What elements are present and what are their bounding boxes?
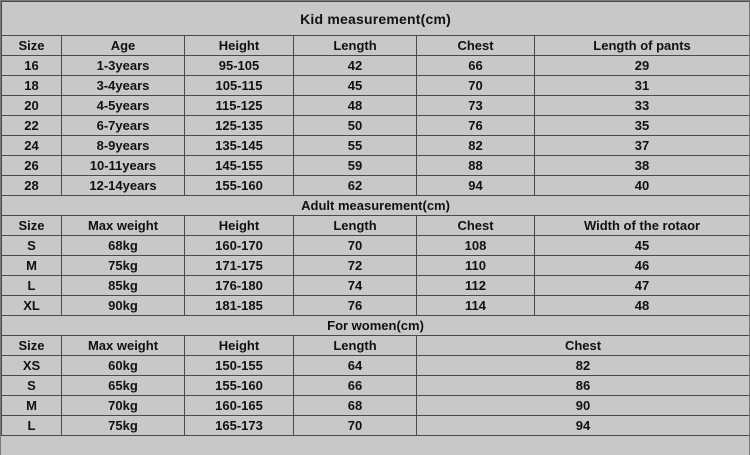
table-cell: 70kg (62, 396, 185, 416)
header-cell: Length of pants (535, 36, 750, 56)
table-row (2, 256, 750, 276)
table-cell: 45 (535, 236, 750, 256)
table-cell: 28 (2, 176, 62, 196)
table-cell: 26 (2, 156, 62, 176)
table-cell: 86 (417, 376, 750, 396)
header-cell: Chest (417, 336, 750, 356)
table-cell: 145-155 (185, 156, 294, 176)
table-cell: 6-7years (62, 116, 185, 136)
table-cell: 115-125 (185, 96, 294, 116)
kid-header-row (2, 36, 750, 56)
table-cell: 105-115 (185, 76, 294, 96)
table-cell: 135-145 (185, 136, 294, 156)
table-cell: 114 (417, 296, 535, 316)
table-cell: XS (2, 356, 62, 376)
adult-header-row (2, 216, 750, 236)
table-cell: 110 (417, 256, 535, 276)
table-cell: 176-180 (185, 276, 294, 296)
header-cell: Size (2, 36, 62, 56)
table-cell: 68kg (62, 236, 185, 256)
table-cell: 10-11years (62, 156, 185, 176)
table-row (2, 76, 750, 96)
table-cell: 42 (294, 56, 417, 76)
women-title-row (2, 316, 750, 336)
table-cell: 82 (417, 356, 750, 376)
table-cell: 181-185 (185, 296, 294, 316)
table-cell: S (2, 376, 62, 396)
kid-measurement-table (1, 1, 750, 436)
table-cell: 1-3years (62, 56, 185, 76)
header-cell: Max weight (62, 216, 185, 236)
table-cell: 31 (535, 76, 750, 96)
table-cell: 18 (2, 76, 62, 96)
table-cell: 68 (294, 396, 417, 416)
table-row (2, 136, 750, 156)
table-cell: 125-135 (185, 116, 294, 136)
table-cell: 88 (417, 156, 535, 176)
adult-table-title: Adult measurement(cm) (2, 196, 750, 216)
table-cell: L (2, 416, 62, 436)
table-cell: 90kg (62, 296, 185, 316)
table-cell: 72 (294, 256, 417, 276)
kid-title-row (2, 2, 750, 36)
table-cell: 160-170 (185, 236, 294, 256)
table-row (2, 356, 750, 376)
table-cell: 94 (417, 176, 535, 196)
table-cell: 50 (294, 116, 417, 136)
table-cell: 38 (535, 156, 750, 176)
table-cell: 59 (294, 156, 417, 176)
table-cell: 90 (417, 396, 750, 416)
table-cell: 150-155 (185, 356, 294, 376)
table-cell: 24 (2, 136, 62, 156)
adult-title-row (2, 196, 750, 216)
table-cell: 8-9years (62, 136, 185, 156)
header-cell: Height (185, 216, 294, 236)
table-row (2, 396, 750, 416)
header-cell: Height (185, 36, 294, 56)
table-cell: 76 (294, 296, 417, 316)
table-cell: 45 (294, 76, 417, 96)
header-cell: Size (2, 336, 62, 356)
table-cell: 62 (294, 176, 417, 196)
table-cell: 20 (2, 96, 62, 116)
table-cell: 60kg (62, 356, 185, 376)
table-row (2, 376, 750, 396)
header-cell: Length (294, 216, 417, 236)
table-cell: 94 (417, 416, 750, 436)
table-cell: 48 (535, 296, 750, 316)
table-cell: 48 (294, 96, 417, 116)
table-cell: 95-105 (185, 56, 294, 76)
table-row (2, 176, 750, 196)
table-cell: 40 (535, 176, 750, 196)
women-table-title: For women(cm) (2, 316, 750, 336)
table-cell: 65kg (62, 376, 185, 396)
table-cell: 16 (2, 56, 62, 76)
header-cell: Age (62, 36, 185, 56)
table-row (2, 276, 750, 296)
table-row (2, 416, 750, 436)
table-row (2, 296, 750, 316)
table-cell: M (2, 396, 62, 416)
table-cell: 66 (417, 56, 535, 76)
table-cell: 35 (535, 116, 750, 136)
table-cell: 12-14years (62, 176, 185, 196)
table-cell: L (2, 276, 62, 296)
table-cell: 112 (417, 276, 535, 296)
table-cell: 70 (417, 76, 535, 96)
table-cell: 37 (535, 136, 750, 156)
table-cell: 33 (535, 96, 750, 116)
table-cell: 4-5years (62, 96, 185, 116)
table-cell: 76 (417, 116, 535, 136)
table-cell: 108 (417, 236, 535, 256)
header-cell: Width of the rotaor (535, 216, 750, 236)
table-row (2, 96, 750, 116)
table-cell: 47 (535, 276, 750, 296)
table-cell: 75kg (62, 416, 185, 436)
table-cell: 55 (294, 136, 417, 156)
table-cell: 29 (535, 56, 750, 76)
table-row (2, 236, 750, 256)
table-cell: 74 (294, 276, 417, 296)
table-row (2, 116, 750, 136)
table-cell: 82 (417, 136, 535, 156)
table-cell: XL (2, 296, 62, 316)
table-cell: 70 (294, 416, 417, 436)
table-cell: 70 (294, 236, 417, 256)
table-cell: 73 (417, 96, 535, 116)
header-cell: Height (185, 336, 294, 356)
table-cell: 165-173 (185, 416, 294, 436)
table-cell: M (2, 256, 62, 276)
table-cell: 160-165 (185, 396, 294, 416)
header-cell: Chest (417, 36, 535, 56)
women-header-row (2, 336, 750, 356)
table-cell: 155-160 (185, 176, 294, 196)
table-cell: S (2, 236, 62, 256)
header-cell: Max weight (62, 336, 185, 356)
table-cell: 3-4years (62, 76, 185, 96)
table-row (2, 156, 750, 176)
table-cell: 64 (294, 356, 417, 376)
header-cell: Chest (417, 216, 535, 236)
table-cell: 155-160 (185, 376, 294, 396)
table-cell: 85kg (62, 276, 185, 296)
kid-table-title: Kid measurement(cm) (2, 2, 750, 36)
table-cell: 46 (535, 256, 750, 276)
table-cell: 75kg (62, 256, 185, 276)
header-cell: Length (294, 36, 417, 56)
header-cell: Size (2, 216, 62, 236)
table-cell: 66 (294, 376, 417, 396)
table-cell: 22 (2, 116, 62, 136)
table-cell: 171-175 (185, 256, 294, 276)
table-row (2, 56, 750, 76)
header-cell: Length (294, 336, 417, 356)
